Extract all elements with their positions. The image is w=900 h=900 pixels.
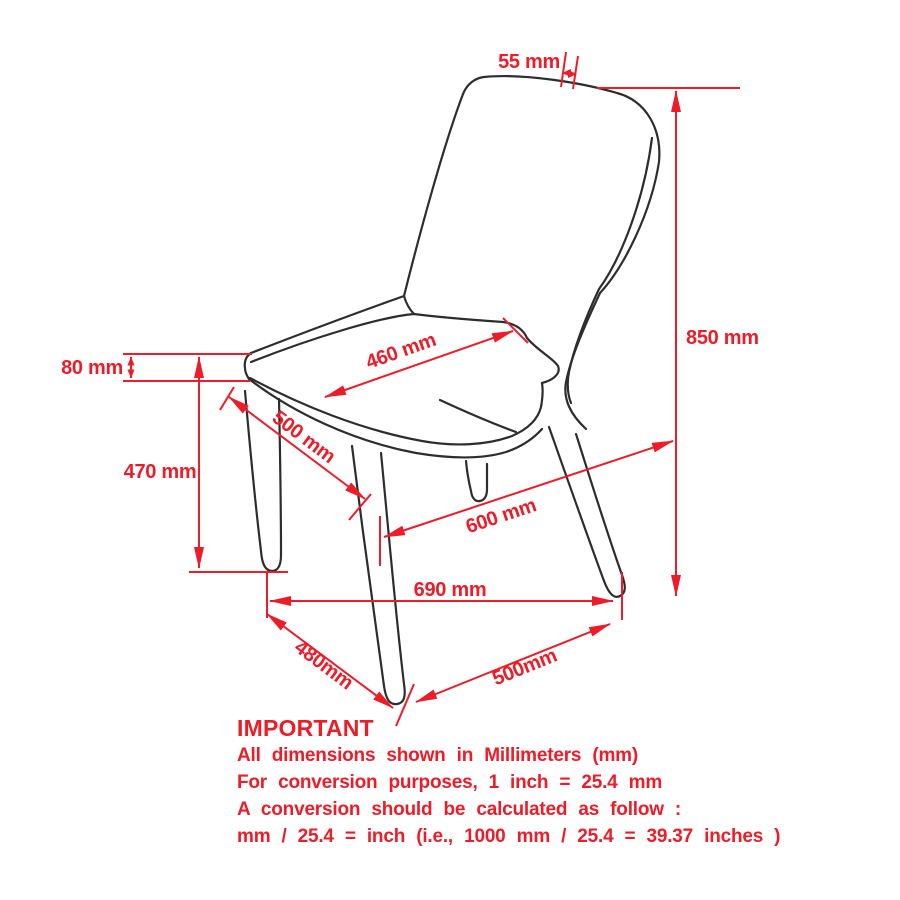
dim-diagonal-depth — [380, 441, 673, 566]
dim-460-label: 460 mm — [363, 328, 439, 374]
notes-block — [237, 714, 780, 850]
chair-seat-back-rim — [251, 296, 404, 353]
chair-seat-under-seam — [440, 400, 516, 432]
dim-55-label: 55 mm — [498, 51, 560, 73]
chair-backrest-seam — [568, 138, 652, 403]
notes-heading: IMPORTANT — [237, 715, 374, 741]
note-line-2: For conversion purposes, 1 inch = 25.4 mm — [237, 772, 663, 793]
dim-base-width — [267, 572, 622, 620]
chair-backrest-base-fork — [404, 296, 414, 314]
chair-seat-left-corner — [245, 353, 251, 379]
chair-drawing — [245, 76, 660, 704]
dim-850-label: 850 mm — [686, 327, 759, 349]
chair-backrest-outline — [404, 76, 659, 429]
dim-seat-depth — [220, 387, 371, 520]
chair-front-right-leg — [466, 461, 487, 501]
dim-side-leg-span — [396, 624, 610, 726]
chair-back-left-leg — [352, 446, 405, 704]
dim-460-end-tick — [503, 318, 528, 343]
dim-back-top-thickness — [498, 51, 578, 89]
dim-690-label: 690 mm — [413, 579, 487, 601]
dim-480-label: 480mm — [290, 636, 358, 695]
dim-600-label: 600 mm — [463, 494, 540, 539]
dim-470-label: 470 mm — [123, 461, 197, 483]
dim-overall-height — [597, 88, 759, 596]
dim-cushion-thickness — [61, 354, 252, 381]
chair-back-right-leg — [549, 427, 625, 597]
note-line-3: A conversion should be calculated as follow : — [237, 799, 682, 820]
dim-seat-width — [325, 318, 528, 397]
note-line-1: All dimensions shown in Millimeters (mm) — [237, 745, 638, 766]
note-line-4: mm / 25.4 = inch (i.e., 1000 mm / 25.4 = 39.37 inches ) — [237, 826, 781, 847]
dim-500-seat-label: 500 mm — [267, 406, 340, 468]
dim-front-leg-span — [267, 614, 393, 708]
dim-80-label: 80 mm — [61, 357, 123, 379]
dim-500-base-label: 500mm — [489, 644, 561, 691]
